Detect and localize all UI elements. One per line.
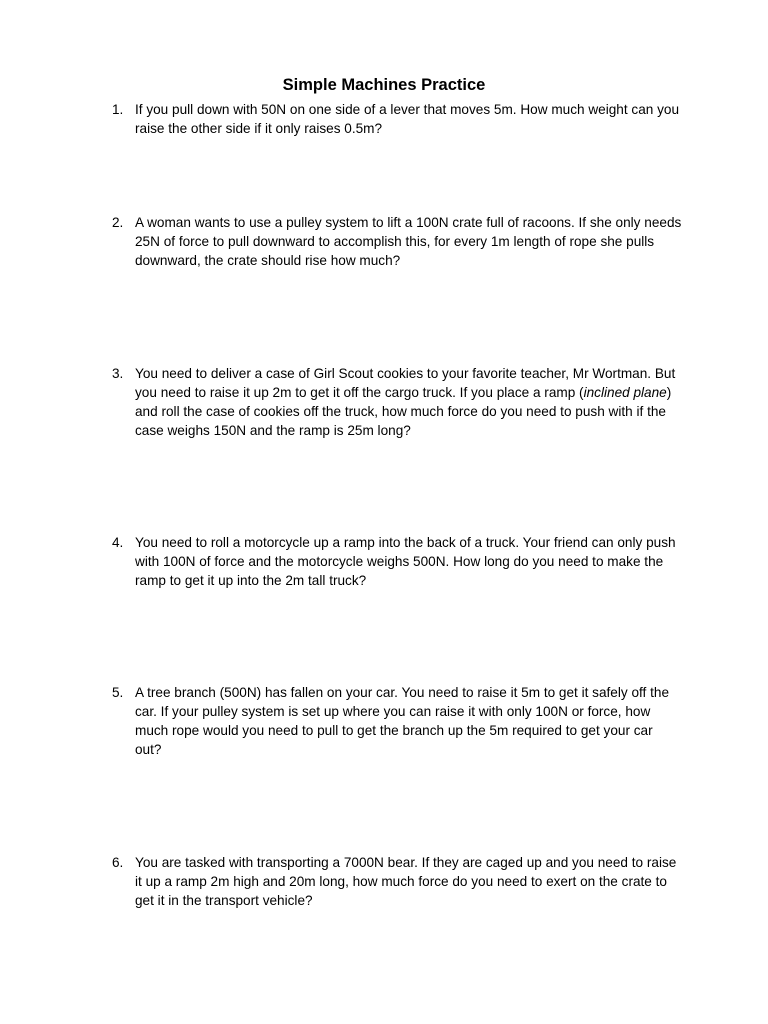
question-text: A tree branch (500N) has fallen on your car. You need to raise it 5m to get it safely off the car. If your pulley system is set up where you can raise it with only 100N or force, how much rope would you need to pull to get the branch up the 5m required to get your car out? xyxy=(135,685,670,757)
question-text-part: You need to deliver a case of Girl Scout cookies to your favorite teacher, Mr Wortman. But you need to raise it up 2m to get it off the cargo truck. If you place a ramp ( xyxy=(135,366,676,400)
question-4 xyxy=(112,533,682,590)
question-text: If you pull down with 50N on one side of a lever that moves 5m. How much weight can you raise the other side if it only raises 0.5m? xyxy=(135,102,680,136)
question-text xyxy=(135,364,682,440)
document-title: Simple Machines Practice xyxy=(282,76,486,94)
question-5 xyxy=(112,683,682,759)
question-number: 1. xyxy=(112,102,124,117)
question-number: 4. xyxy=(112,535,124,550)
question-text: You need to roll a motorcycle up a ramp into the back of a truck. Your friend can only push with 100N of force and the motorcycle weighs 500N. How long do you need to make the ramp to get it up into the 2m tall truck? xyxy=(135,535,676,588)
question-text: You are tasked with transporting a 7000N bear. If they are caged up and you need to raise it up a ramp 2m high and 20m long, how much force do you need to exert on the crate to get it in the transport vehicle? xyxy=(135,855,677,908)
question-number: 3. xyxy=(112,366,124,381)
question-number: 2. xyxy=(112,215,124,230)
question-text-italic: inclined plane xyxy=(583,385,667,400)
question-3 xyxy=(112,364,682,440)
question-6 xyxy=(112,853,682,910)
question-number: 6. xyxy=(112,855,124,870)
question-1 xyxy=(112,100,682,138)
question-number: 5. xyxy=(112,685,124,700)
question-text: A woman wants to use a pulley system to lift a 100N crate full of racoons. If she only needs 25N of force to pull downward to accomplish this, for every 1m length of rope she pulls downward, the crate should rise how much? xyxy=(135,215,682,268)
question-text-part: ) and roll the case of cookies off the truck, how much force do you need to push with if the case weighs 150N and the ramp is 25m long? xyxy=(135,385,672,438)
question-2 xyxy=(112,213,682,270)
